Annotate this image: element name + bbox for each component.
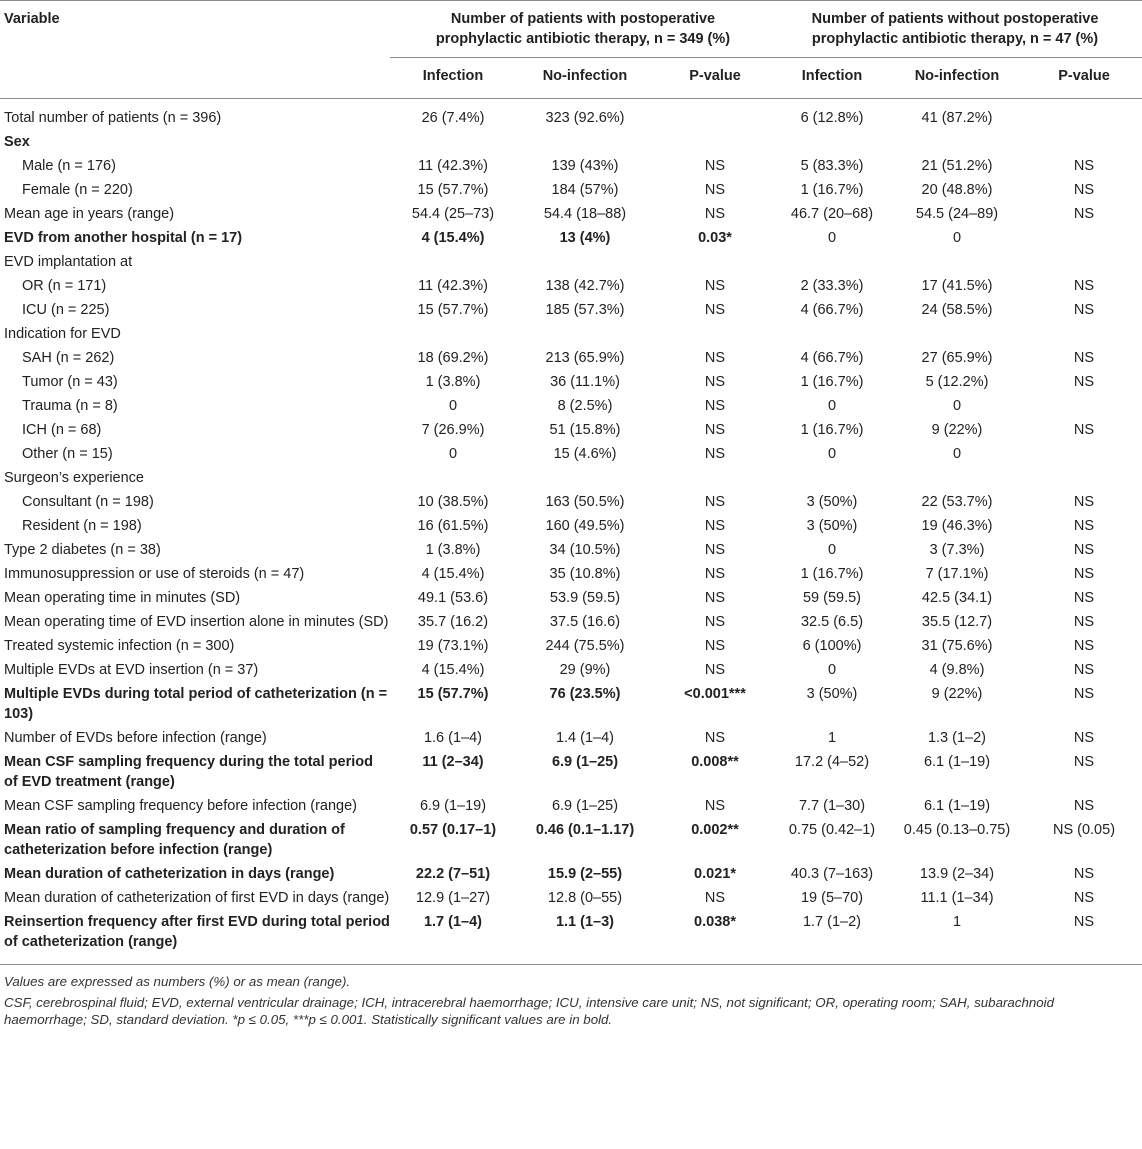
- cell: 0: [952, 398, 962, 414]
- cell: NS: [1073, 866, 1095, 882]
- cell: NS: [1073, 278, 1095, 294]
- cell: 0: [952, 446, 962, 462]
- cell: 19 (46.3%): [921, 518, 993, 534]
- cell: 4 (9.8%): [929, 662, 985, 678]
- row-label: SAH (n = 262): [22, 350, 115, 366]
- cell: NS: [1073, 798, 1095, 814]
- cell: 1 (3.8%): [425, 374, 481, 390]
- cell: 46.7 (20–68): [790, 206, 874, 222]
- cell: NS: [1073, 302, 1095, 318]
- cell: NS: [1026, 910, 1142, 965]
- table-row: [0, 130, 1142, 154]
- header-row: [0, 1, 1142, 58]
- cell: 0.45 (0.13–0.75): [903, 822, 1011, 838]
- cell: NS: [1073, 566, 1095, 582]
- row-label: Multiple EVDs at EVD insertion (n = 37): [4, 662, 259, 678]
- cell: NS: [704, 542, 726, 558]
- cell: NS: [704, 638, 726, 654]
- cell: NS: [704, 350, 726, 366]
- cell: [1026, 226, 1142, 250]
- row-label: Mean duration of catheterization in days (range): [4, 866, 335, 882]
- group-without-antibiotics-header: Number of patients without postoperative prophylactic antibiotic therapy, n = 47 (%): [776, 1, 1142, 58]
- cell: 12.8 (0–55): [547, 890, 623, 906]
- cell: 41 (87.2%): [921, 110, 993, 126]
- cell: 5 (83.3%): [800, 158, 864, 174]
- cell: 54.5 (24–89): [915, 206, 999, 222]
- cell: [1026, 394, 1142, 418]
- cell: 1 (16.7%): [800, 422, 864, 438]
- cell: 0.002**: [691, 822, 739, 838]
- table-row: [0, 394, 1142, 418]
- cell: 31 (75.6%): [921, 638, 993, 654]
- row-label: Multiple EVDs during total period of catheterization (n = 103): [4, 686, 388, 722]
- row-label: Surgeon’s experience: [4, 470, 144, 486]
- cell: NS: [1073, 754, 1095, 770]
- row-label: EVD implantation at: [4, 254, 133, 270]
- cell: NS: [1073, 422, 1095, 438]
- cell: NS: [1073, 542, 1095, 558]
- cell: 9 (22%): [931, 686, 983, 702]
- cell: 0: [827, 662, 837, 678]
- cell: 8 (2.5%): [557, 398, 613, 414]
- cell: 0: [827, 398, 837, 414]
- table-row: [0, 862, 1142, 886]
- row-label: Mean duration of catheterization of first EVD in days (range): [4, 890, 390, 906]
- cell: 22.2 (7–51): [415, 866, 491, 882]
- cell: [1026, 99, 1142, 131]
- cell: 51 (15.8%): [549, 422, 621, 438]
- cell: NS: [1073, 614, 1095, 630]
- row-label: Mean CSF sampling frequency before infection (range): [4, 798, 358, 814]
- subheader-infection: Infection: [776, 58, 888, 99]
- cell: NS: [1073, 206, 1095, 222]
- cell: NS: [704, 182, 726, 198]
- table-row: [0, 370, 1142, 394]
- cell: NS: [704, 302, 726, 318]
- table-row: [0, 298, 1142, 322]
- cell: 24 (58.5%): [921, 302, 993, 318]
- cell: 40.3 (7–163): [790, 866, 874, 882]
- cell: 0: [448, 398, 458, 414]
- table-row: [0, 178, 1142, 202]
- table-row: [0, 886, 1142, 910]
- cell: 54.4 (25–73): [411, 206, 495, 222]
- cell: 35.7 (16.2): [417, 614, 489, 630]
- variable-header: Variable: [0, 1, 390, 99]
- row-label: OR (n = 171): [22, 278, 107, 294]
- cell: 0: [448, 446, 458, 462]
- row-label: Immunosuppression or use of steroids (n = 47): [4, 566, 305, 582]
- row-label: Mean ratio of sampling frequency and duration of catheterization before infection (range): [4, 822, 345, 858]
- cell: 13.9 (2–34): [919, 866, 995, 882]
- row-label: ICU (n = 225): [22, 302, 110, 318]
- cell: 0.46 (0.1–1.17): [535, 822, 635, 838]
- cell: NS: [1073, 662, 1095, 678]
- row-label: Tumor (n = 43): [22, 374, 118, 390]
- cell: 1.1 (1–3): [516, 910, 654, 965]
- cell: 6 (100%): [802, 638, 862, 654]
- cell: 3 (50%): [806, 686, 858, 702]
- cell: 7 (17.1%): [925, 566, 989, 582]
- cell: 2 (33.3%): [800, 278, 864, 294]
- cell: NS: [1073, 494, 1095, 510]
- cell: NS: [704, 422, 726, 438]
- cell: 9 (22%): [931, 422, 983, 438]
- cell: 0: [952, 230, 962, 246]
- cell: 59 (59.5): [802, 590, 862, 606]
- cell: 0.038*: [654, 910, 776, 965]
- cell: NS: [704, 206, 726, 222]
- cell: 213 (65.9%): [545, 350, 625, 366]
- row-label: Trauma (n = 8): [22, 398, 118, 414]
- cell: 1.7 (1–4): [390, 910, 516, 965]
- cell: NS: [704, 158, 726, 174]
- cell: 11 (2–34): [422, 754, 484, 770]
- cell: 1.4 (1–4): [555, 730, 615, 746]
- cell: 1.3 (1–2): [927, 730, 987, 746]
- cell: 185 (57.3%): [545, 302, 625, 318]
- cell: 20 (48.8%): [921, 182, 993, 198]
- table-row: [0, 99, 1142, 131]
- cell: 1: [827, 730, 837, 746]
- cell: 4 (15.4%): [421, 662, 485, 678]
- cell: 6 (12.8%): [800, 110, 864, 126]
- cell: 22 (53.7%): [921, 494, 993, 510]
- cell: [1026, 442, 1142, 466]
- cell: 49.1 (53.6): [417, 590, 489, 606]
- table-row: [0, 750, 1142, 794]
- table-footnotes: [0, 965, 1142, 1029]
- cell: 0: [827, 230, 837, 246]
- cell: NS: [1073, 686, 1095, 702]
- cell: NS: [704, 518, 726, 534]
- cell: 0.03*: [698, 230, 732, 246]
- cell: 323 (92.6%): [545, 110, 625, 126]
- row-label: Mean age in years (range): [4, 206, 175, 222]
- cell: 4 (15.4%): [421, 566, 485, 582]
- cell: NS: [1073, 890, 1095, 906]
- cell: 36 (11.1%): [550, 374, 620, 390]
- table-row: [0, 466, 1142, 490]
- cell: 17 (41.5%): [921, 278, 993, 294]
- cell: 7 (26.9%): [421, 422, 485, 438]
- cell: 35 (10.8%): [549, 566, 621, 582]
- cell: 1: [888, 910, 1026, 965]
- cell: 11 (42.3%): [418, 278, 488, 294]
- cell: 3 (50%): [806, 518, 858, 534]
- cell: 19 (73.1%): [417, 638, 489, 654]
- cell: 10 (38.5%): [417, 494, 489, 510]
- cell: 3 (50%): [806, 494, 858, 510]
- table-row: [0, 250, 1142, 274]
- cell: 4 (15.4%): [421, 230, 485, 246]
- table-row: [0, 658, 1142, 682]
- cell: 11.1 (1–34): [920, 890, 994, 906]
- row-label: Type 2 diabetes (n = 38): [4, 542, 161, 558]
- cell: 0.57 (0.17–1): [409, 822, 497, 838]
- cell: NS: [1073, 638, 1095, 654]
- row-label: Indication for EVD: [4, 326, 121, 342]
- cell: 18 (69.2%): [417, 350, 489, 366]
- cell: 12.9 (1–27): [415, 890, 491, 906]
- cell: 6.9 (1–19): [419, 798, 487, 814]
- cell: 0.008**: [691, 754, 739, 770]
- cell: 0: [827, 542, 837, 558]
- cell: 1.7 (1–2): [776, 910, 888, 965]
- cell: NS: [704, 662, 726, 678]
- cell: 27 (65.9%): [921, 350, 993, 366]
- table-row: [0, 514, 1142, 538]
- row-label: Number of EVDs before infection (range): [4, 730, 267, 746]
- cell: 160 (49.5%): [545, 518, 625, 534]
- cell: NS: [704, 614, 726, 630]
- table-row: [0, 322, 1142, 346]
- cell: NS: [704, 730, 726, 746]
- cell: 138 (42.7%): [545, 278, 625, 294]
- cell: 15 (57.7%): [417, 182, 489, 198]
- subheader-p-value: P-value: [654, 58, 776, 99]
- cell: 17.2 (4–52): [794, 754, 870, 770]
- table-row: [0, 226, 1142, 250]
- row-label: Consultant (n = 198): [22, 494, 154, 510]
- footnote-abbreviations: CSF, cerebrospinal fluid; EVD, external ventricular drainage; ICH, intracerebral haemorrhage; ICU, intensive care unit; NS, not significant; OR, operating room; SAH, subarachnoid haemorrhage; SD, standard deviation. *p ≤ 0.05, ***p ≤ 0.001. Statistically significant values are in bold.: [4, 994, 1054, 1027]
- cell: 6.9 (1–25): [551, 798, 619, 814]
- cell: 1.6 (1–4): [423, 730, 483, 746]
- table-row: [0, 910, 1142, 965]
- cell: NS: [704, 446, 726, 462]
- cell: 15.9 (2–55): [547, 866, 623, 882]
- cell: NS: [1073, 518, 1095, 534]
- cell: 139 (43%): [551, 158, 619, 174]
- cell: 26 (7.4%): [421, 110, 485, 126]
- cell: 1 (16.7%): [800, 374, 864, 390]
- row-label: Mean CSF sampling frequency during the total period of EVD treatment (range): [4, 754, 373, 790]
- cell: 13 (4%): [559, 230, 611, 246]
- table-row: [0, 274, 1142, 298]
- cell: 54.4 (18–88): [543, 206, 627, 222]
- cell: NS: [704, 494, 726, 510]
- cell: NS: [1073, 374, 1095, 390]
- table-row: [0, 818, 1142, 862]
- cell: 184 (57%): [551, 182, 619, 198]
- cell: 4 (66.7%): [800, 350, 864, 366]
- cell: NS: [704, 374, 726, 390]
- subheader-p-value: P-value: [1026, 58, 1142, 99]
- cell: 244 (75.5%): [545, 638, 625, 654]
- cell: 34 (10.5%): [549, 542, 621, 558]
- cell: NS: [704, 798, 726, 814]
- table-row: [0, 490, 1142, 514]
- cell: 7.7 (1–30): [798, 798, 866, 814]
- table-row: [0, 202, 1142, 226]
- cell: 0: [827, 446, 837, 462]
- cell: 15 (57.7%): [417, 302, 489, 318]
- subheader-no-infection: No-infection: [516, 58, 654, 99]
- row-label: Reinsertion frequency after first EVD during total period of catheterization (range): [0, 910, 390, 965]
- cell: 35.5 (12.7): [921, 614, 993, 630]
- cell: 21 (51.2%): [921, 158, 993, 174]
- cell: <0.001***: [684, 686, 746, 702]
- row-label: Treated systemic infection (n = 300): [4, 638, 235, 654]
- cell: 11 (42.3%): [418, 158, 488, 174]
- cell: 76 (23.5%): [549, 686, 621, 702]
- table-row: [0, 154, 1142, 178]
- cell: NS: [704, 590, 726, 606]
- cell: NS: [704, 278, 726, 294]
- cell: 32.5 (6.5): [800, 614, 864, 630]
- cell: 4 (66.7%): [800, 302, 864, 318]
- row-label: Other (n = 15): [22, 446, 113, 462]
- cell: 53.9 (59.5): [549, 590, 621, 606]
- cell: NS: [1073, 158, 1095, 174]
- cell: 42.5 (34.1): [921, 590, 993, 606]
- table-row: [0, 794, 1142, 818]
- subheader-no-infection: No-infection: [888, 58, 1026, 99]
- cell: NS: [704, 890, 726, 906]
- table-row: [0, 562, 1142, 586]
- table-row: [0, 634, 1142, 658]
- cell: 0.021*: [694, 866, 736, 882]
- cell: 163 (50.5%): [545, 494, 625, 510]
- row-label: Mean operating time of EVD insertion alone in minutes (SD): [4, 614, 389, 630]
- cell: 29 (9%): [559, 662, 611, 678]
- row-label: Sex: [4, 134, 30, 150]
- cell: [654, 99, 776, 131]
- table-row: [0, 442, 1142, 466]
- cell: 6.1 (1–19): [923, 754, 991, 770]
- cell: NS: [1073, 350, 1095, 366]
- cell: 1 (16.7%): [800, 566, 864, 582]
- cell: 1 (3.8%): [425, 542, 481, 558]
- cell: NS: [704, 398, 726, 414]
- cell: 16 (61.5%): [417, 518, 489, 534]
- footnote-values: Values are expressed as numbers (%) or as mean (range).: [4, 974, 351, 989]
- cell: 19 (5–70): [800, 890, 864, 906]
- table-row: [0, 726, 1142, 750]
- table-row: [0, 682, 1142, 726]
- cell: 6.9 (1–25): [551, 754, 619, 770]
- cell: NS: [1073, 730, 1095, 746]
- row-label: Male (n = 176): [22, 158, 116, 174]
- row-label: Resident (n = 198): [22, 518, 142, 534]
- cell: NS (0.05): [1052, 822, 1116, 838]
- table-row: [0, 538, 1142, 562]
- row-label: Mean operating time in minutes (SD): [4, 590, 241, 606]
- group-with-antibiotics-header: Number of patients with postoperative prophylactic antibiotic therapy, n = 349 (%): [390, 1, 776, 58]
- row-label: ICH (n = 68): [22, 422, 102, 438]
- cell: 15 (4.6%): [553, 446, 617, 462]
- cell: 0.75 (0.42–1): [788, 822, 876, 838]
- row-label: EVD from another hospital (n = 17): [4, 230, 243, 246]
- cell: NS: [1073, 182, 1095, 198]
- cell: NS: [1073, 590, 1095, 606]
- table-row: [0, 610, 1142, 634]
- cell: 1 (16.7%): [800, 182, 864, 198]
- cell: 5 (12.2%): [925, 374, 989, 390]
- cell: 15 (57.7%): [417, 686, 489, 702]
- subheader-infection: Infection: [390, 58, 516, 99]
- table-row: [0, 586, 1142, 610]
- row-label: Total number of patients (n = 396): [4, 110, 222, 126]
- cell: 3 (7.3%): [929, 542, 985, 558]
- row-label: Female (n = 220): [22, 182, 133, 198]
- cell: 37.5 (16.6): [549, 614, 621, 630]
- table-row: [0, 346, 1142, 370]
- cell: NS: [704, 566, 726, 582]
- table-row: [0, 418, 1142, 442]
- cell: 6.1 (1–19): [923, 798, 991, 814]
